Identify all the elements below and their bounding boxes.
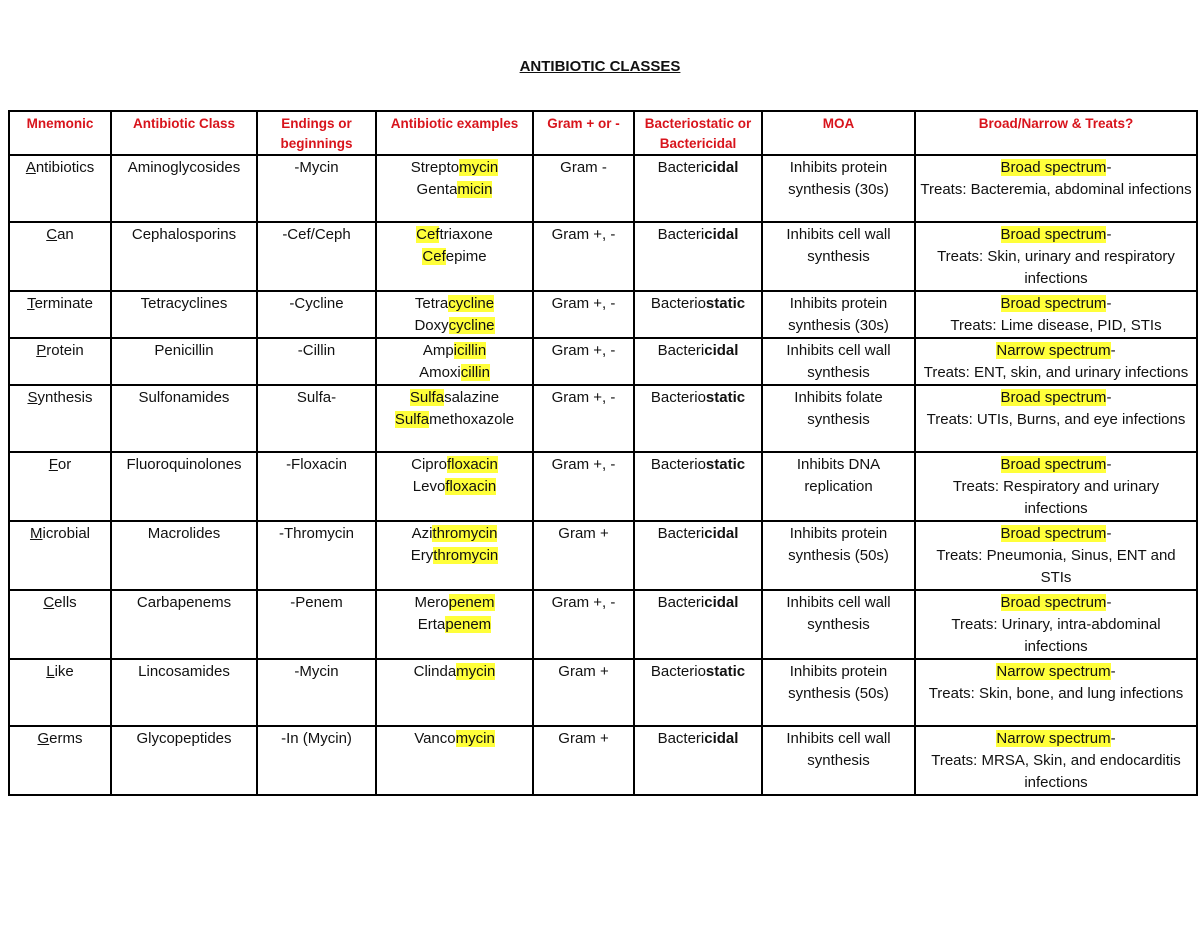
action-cell [634, 590, 762, 659]
action-suffix: cidal [704, 342, 739, 359]
action-suffix: static [705, 663, 746, 680]
example-drug [381, 315, 528, 337]
moa: Inhibits protein synthesis (50s) [788, 663, 889, 702]
action-prefix: Bacteri [657, 525, 705, 542]
gram-cell [533, 155, 634, 222]
mnemonic-cell [9, 726, 111, 795]
example-prefix: Ery [410, 547, 434, 564]
examples-cell [376, 590, 533, 659]
mnemonic-rest: rotein [46, 342, 84, 359]
gram-cell [533, 521, 634, 590]
mnemonic-initial: T [27, 295, 35, 312]
header-row [9, 111, 1197, 155]
ending-cell [257, 222, 376, 291]
spectrum-cell [915, 726, 1197, 795]
antibiotic-class-cell [111, 452, 257, 521]
example-highlight: cycline [448, 317, 495, 334]
moa-cell [762, 338, 915, 385]
examples-cell [376, 726, 533, 795]
action-cell [634, 521, 762, 590]
antibiotic-class-cell [111, 222, 257, 291]
mnemonic-cell [9, 385, 111, 452]
examples-cell [376, 291, 533, 338]
spectrum-label: Broad spectrum [1000, 159, 1107, 176]
action-suffix: static [705, 389, 746, 406]
ending-cell [257, 155, 376, 222]
gram-stain: Gram + [558, 525, 609, 542]
ending: -In (Mycin) [281, 730, 352, 747]
moa: Inhibits protein synthesis (30s) [788, 159, 889, 198]
table-row [9, 155, 1197, 222]
antibiotic-class: Macrolides [147, 525, 221, 542]
example-highlight: thromycin [432, 525, 498, 542]
moa: Inhibits folate synthesis [794, 389, 883, 428]
treats-text: Treats: Bacteremia, abdominal infections [920, 181, 1192, 198]
example-prefix: Doxy [414, 317, 449, 334]
examples-cell [376, 385, 533, 452]
example-drug [381, 340, 528, 362]
example-prefix: Azi [411, 525, 433, 542]
treats-text: Treats: ENT, skin, and urinary infections [923, 364, 1189, 381]
spectrum-cell [915, 452, 1197, 521]
action-cell [634, 291, 762, 338]
ending: -Cef/Ceph [282, 226, 351, 243]
spectrum-cell [915, 659, 1197, 726]
gram-cell [533, 659, 634, 726]
example-highlight: mycin [459, 159, 499, 176]
antibiotic-class: Sulfonamides [138, 389, 230, 406]
example-prefix: Erta [417, 616, 446, 633]
mnemonic-initial: P [36, 342, 47, 359]
example-drug [381, 362, 528, 384]
antibiotic-class-cell [111, 291, 257, 338]
spectrum-dash: - [1106, 295, 1112, 312]
table-row [9, 338, 1197, 385]
example-drug [381, 592, 528, 614]
antibiotic-class: Tetracyclines [140, 295, 228, 312]
example-highlight: Sulfa [409, 389, 445, 406]
action-prefix: Bacteri [657, 342, 705, 359]
example-highlight: cillin [460, 364, 490, 381]
spectrum-cell [915, 222, 1197, 291]
antibiotic-class-cell [111, 590, 257, 659]
example-prefix: Mero [414, 594, 449, 611]
action-suffix: cidal [704, 525, 739, 542]
mnemonic-rest: erms [49, 730, 83, 747]
gram-cell [533, 385, 634, 452]
ending-cell [257, 659, 376, 726]
spectrum-label: Broad spectrum [1000, 594, 1107, 611]
example-highlight: icillin [453, 342, 487, 359]
moa: Inhibits cell wall synthesis [786, 730, 891, 769]
mnemonic-rest: ike [54, 663, 74, 680]
moa-cell [762, 291, 915, 338]
example-highlight: floxacin [447, 456, 498, 473]
example-drug [381, 728, 528, 750]
treats-text: Treats: Pneumonia, Sinus, ENT and STIs [936, 547, 1176, 586]
header-bacteriostatic-bactericidal: Bacteriostatic or Bactericidal [634, 111, 762, 155]
mnemonic-initial: C [46, 226, 58, 243]
treats-text: Treats: UTIs, Burns, and eye infections [926, 411, 1186, 428]
example-prefix: Clinda [413, 663, 457, 680]
example-suffix: methoxazole [429, 411, 515, 428]
example-highlight: floxacin [445, 478, 497, 495]
table-body [9, 155, 1197, 795]
header-moa: MOA [762, 111, 915, 155]
moa-cell [762, 590, 915, 659]
header-gram: Gram + or - [533, 111, 634, 155]
spectrum-dash: - [1106, 525, 1112, 542]
example-prefix: Genta [416, 181, 458, 198]
spectrum-label: Narrow spectrum [996, 730, 1111, 747]
action-prefix: Bacterio [650, 663, 706, 680]
header-spectrum-treats: Broad/Narrow & Treats? [915, 111, 1197, 155]
action-prefix: Bacteri [657, 730, 705, 747]
action-prefix: Bacterio [650, 389, 706, 406]
table-row [9, 659, 1197, 726]
table-row [9, 452, 1197, 521]
example-prefix: Levo [412, 478, 446, 495]
example-highlight: mycin [456, 663, 496, 680]
antibiotic-class: Glycopeptides [136, 730, 232, 747]
example-highlight: Cef [416, 226, 440, 243]
ending: Sulfa- [296, 389, 337, 406]
mnemonic-initial: F [48, 456, 58, 473]
example-suffix: epime [445, 248, 487, 265]
action-cell [634, 385, 762, 452]
action-cell [634, 726, 762, 795]
antibiotic-classes-table [8, 110, 1198, 796]
antibiotic-class: Carbapenems [136, 594, 232, 611]
header-examples: Antibiotic examples [376, 111, 533, 155]
gram-stain: Gram + [558, 663, 609, 680]
example-prefix: Amoxi [419, 364, 461, 381]
gram-stain: Gram +, - [551, 342, 616, 359]
antibiotic-class: Aminoglycosides [127, 159, 241, 176]
example-prefix: Cipro [411, 456, 447, 473]
ending: -Penem [290, 594, 343, 611]
action-cell [634, 338, 762, 385]
table-row [9, 590, 1197, 659]
spectrum-dash: - [1106, 456, 1112, 473]
ending: -Mycin [294, 159, 339, 176]
ending-cell [257, 452, 376, 521]
action-suffix: cidal [704, 159, 739, 176]
treats-text: Treats: Respiratory and urinary infections [952, 478, 1160, 517]
spectrum-label: Narrow spectrum [996, 663, 1111, 680]
gram-cell [533, 590, 634, 659]
antibiotic-class-cell [111, 726, 257, 795]
example-drug [381, 454, 528, 476]
antibiotic-class: Lincosamides [138, 663, 230, 680]
mnemonic-initial: G [37, 730, 50, 747]
example-drug [381, 387, 528, 409]
table-row [9, 222, 1197, 291]
mnemonic-cell [9, 291, 111, 338]
action-suffix: static [705, 295, 746, 312]
mnemonic-rest: ells [54, 594, 77, 611]
example-highlight: Sulfa [394, 411, 430, 428]
moa: Inhibits cell wall synthesis [786, 342, 891, 381]
ending-cell [257, 590, 376, 659]
treats-text: Treats: Skin, bone, and lung infections [928, 685, 1184, 702]
antibiotic-class-cell [111, 338, 257, 385]
spectrum-dash: - [1106, 159, 1112, 176]
moa-cell [762, 521, 915, 590]
spectrum-dash: - [1110, 730, 1116, 747]
gram-cell [533, 338, 634, 385]
examples-cell [376, 659, 533, 726]
examples-cell [376, 155, 533, 222]
gram-cell [533, 291, 634, 338]
mnemonic-initial: A [25, 159, 36, 176]
example-highlight: penem [445, 616, 492, 633]
spectrum-dash: - [1106, 389, 1112, 406]
treats-text: Treats: Lime disease, PID, STIs [950, 317, 1162, 334]
moa-cell [762, 659, 915, 726]
mnemonic-rest: icrobial [42, 525, 91, 542]
antibiotic-class: Penicillin [154, 342, 214, 359]
example-drug [381, 661, 528, 683]
example-drug [381, 293, 528, 315]
gram-stain: Gram - [560, 159, 607, 176]
ending: -Thromycin [278, 525, 354, 542]
ending-cell [257, 385, 376, 452]
example-prefix: Amp [422, 342, 454, 359]
ending: -Floxacin [286, 456, 347, 473]
gram-stain: Gram +, - [551, 456, 616, 473]
examples-cell [376, 521, 533, 590]
moa: Inhibits protein synthesis (30s) [788, 295, 889, 334]
action-cell [634, 452, 762, 521]
table-row [9, 521, 1197, 590]
moa: Inhibits protein synthesis (50s) [788, 525, 889, 564]
example-drug [381, 476, 528, 498]
spectrum-label: Broad spectrum [1000, 525, 1107, 542]
example-drug [381, 179, 528, 201]
mnemonic-rest: ynthesis [37, 389, 93, 406]
spectrum-cell [915, 338, 1197, 385]
mnemonic-cell [9, 590, 111, 659]
gram-stain: Gram +, - [551, 594, 616, 611]
spectrum-dash: - [1106, 226, 1112, 243]
spectrum-label: Broad spectrum [1000, 456, 1107, 473]
action-suffix: static [705, 456, 746, 473]
example-drug [381, 545, 528, 567]
moa-cell [762, 452, 915, 521]
table-row [9, 726, 1197, 795]
antibiotic-class: Fluoroquinolones [126, 456, 242, 473]
action-prefix: Bacteri [657, 159, 705, 176]
example-drug [381, 157, 528, 179]
ending-cell [257, 291, 376, 338]
spectrum-label: Broad spectrum [1000, 295, 1107, 312]
spectrum-label: Broad spectrum [1000, 226, 1107, 243]
moa: Inhibits cell wall synthesis [786, 594, 891, 633]
header-antibiotic-class: Antibiotic Class [111, 111, 257, 155]
mnemonic-cell [9, 659, 111, 726]
mnemonic-cell [9, 521, 111, 590]
spectrum-label: Broad spectrum [1000, 389, 1107, 406]
action-prefix: Bacteri [657, 226, 705, 243]
example-drug [381, 409, 528, 431]
example-highlight: thromycin [433, 547, 499, 564]
ending-cell [257, 338, 376, 385]
moa-cell [762, 385, 915, 452]
ending-cell [257, 726, 376, 795]
antibiotic-class: Cephalosporins [131, 226, 237, 243]
ending: -Cycline [289, 295, 344, 312]
gram-stain: Gram + [558, 730, 609, 747]
gram-cell [533, 452, 634, 521]
mnemonic-initial: C [43, 594, 55, 611]
example-drug [381, 246, 528, 268]
action-cell [634, 659, 762, 726]
spectrum-cell [915, 291, 1197, 338]
example-highlight: micin [457, 181, 493, 198]
example-drug [381, 614, 528, 636]
mnemonic-cell [9, 222, 111, 291]
spectrum-cell [915, 590, 1197, 659]
gram-stain: Gram +, - [551, 295, 616, 312]
gram-stain: Gram +, - [551, 389, 616, 406]
gram-cell [533, 222, 634, 291]
gram-cell [533, 726, 634, 795]
example-prefix: Tetra [414, 295, 449, 312]
example-drug [381, 523, 528, 545]
spectrum-dash: - [1106, 594, 1112, 611]
example-drug [381, 224, 528, 246]
action-prefix: Bacterio [650, 456, 706, 473]
action-cell [634, 222, 762, 291]
treats-text: Treats: Skin, urinary and respiratory infections [937, 248, 1175, 287]
moa: Inhibits DNA replication [796, 456, 881, 495]
mnemonic-cell [9, 452, 111, 521]
moa-cell [762, 726, 915, 795]
table-row [9, 385, 1197, 452]
antibiotic-class-cell [111, 385, 257, 452]
header-endings: Endings or beginnings [257, 111, 376, 155]
gram-stain: Gram +, - [551, 226, 616, 243]
table-row [9, 291, 1197, 338]
examples-cell [376, 222, 533, 291]
page-title: ANTIBIOTIC CLASSES [519, 58, 681, 75]
moa-cell [762, 155, 915, 222]
example-suffix: salazine [444, 389, 500, 406]
treats-text: Treats: MRSA, Skin, and endocarditis infections [931, 752, 1181, 791]
ending: -Cillin [297, 342, 336, 359]
mnemonic-initial: L [46, 663, 55, 680]
examples-cell [376, 338, 533, 385]
mnemonic-rest: erminate [34, 295, 93, 312]
antibiotic-class-cell [111, 155, 257, 222]
moa-cell [762, 222, 915, 291]
mnemonic-cell [9, 338, 111, 385]
examples-cell [376, 452, 533, 521]
moa: Inhibits cell wall synthesis [786, 226, 891, 265]
treats-text: Treats: Urinary, intra-abdominal infections [951, 616, 1161, 655]
mnemonic-rest: or [57, 456, 72, 473]
example-highlight: mycin [455, 730, 495, 747]
example-suffix: triaxone [439, 226, 493, 243]
ending: -Mycin [294, 663, 339, 680]
action-suffix: cidal [704, 226, 739, 243]
action-prefix: Bacterio [650, 295, 706, 312]
action-prefix: Bacteri [657, 594, 705, 611]
mnemonic-rest: ntibiotics [35, 159, 95, 176]
ending-cell [257, 521, 376, 590]
antibiotic-class-cell [111, 659, 257, 726]
action-cell [634, 155, 762, 222]
mnemonic-initial: S [27, 389, 38, 406]
spectrum-cell [915, 521, 1197, 590]
mnemonic-cell [9, 155, 111, 222]
action-suffix: cidal [704, 594, 739, 611]
spectrum-label: Narrow spectrum [996, 342, 1111, 359]
action-suffix: cidal [704, 730, 739, 747]
header-mnemonic: Mnemonic [9, 111, 111, 155]
example-prefix: Strepto [410, 159, 460, 176]
example-prefix: Vanco [414, 730, 456, 747]
mnemonic-initial: M [29, 525, 43, 542]
example-highlight: penem [448, 594, 495, 611]
example-highlight: cycline [448, 295, 495, 312]
spectrum-cell [915, 385, 1197, 452]
spectrum-dash: - [1110, 663, 1116, 680]
spectrum-cell [915, 155, 1197, 222]
spectrum-dash: - [1110, 342, 1116, 359]
example-highlight: Cef [422, 248, 446, 265]
antibiotic-class-cell [111, 521, 257, 590]
mnemonic-rest: an [57, 226, 74, 243]
